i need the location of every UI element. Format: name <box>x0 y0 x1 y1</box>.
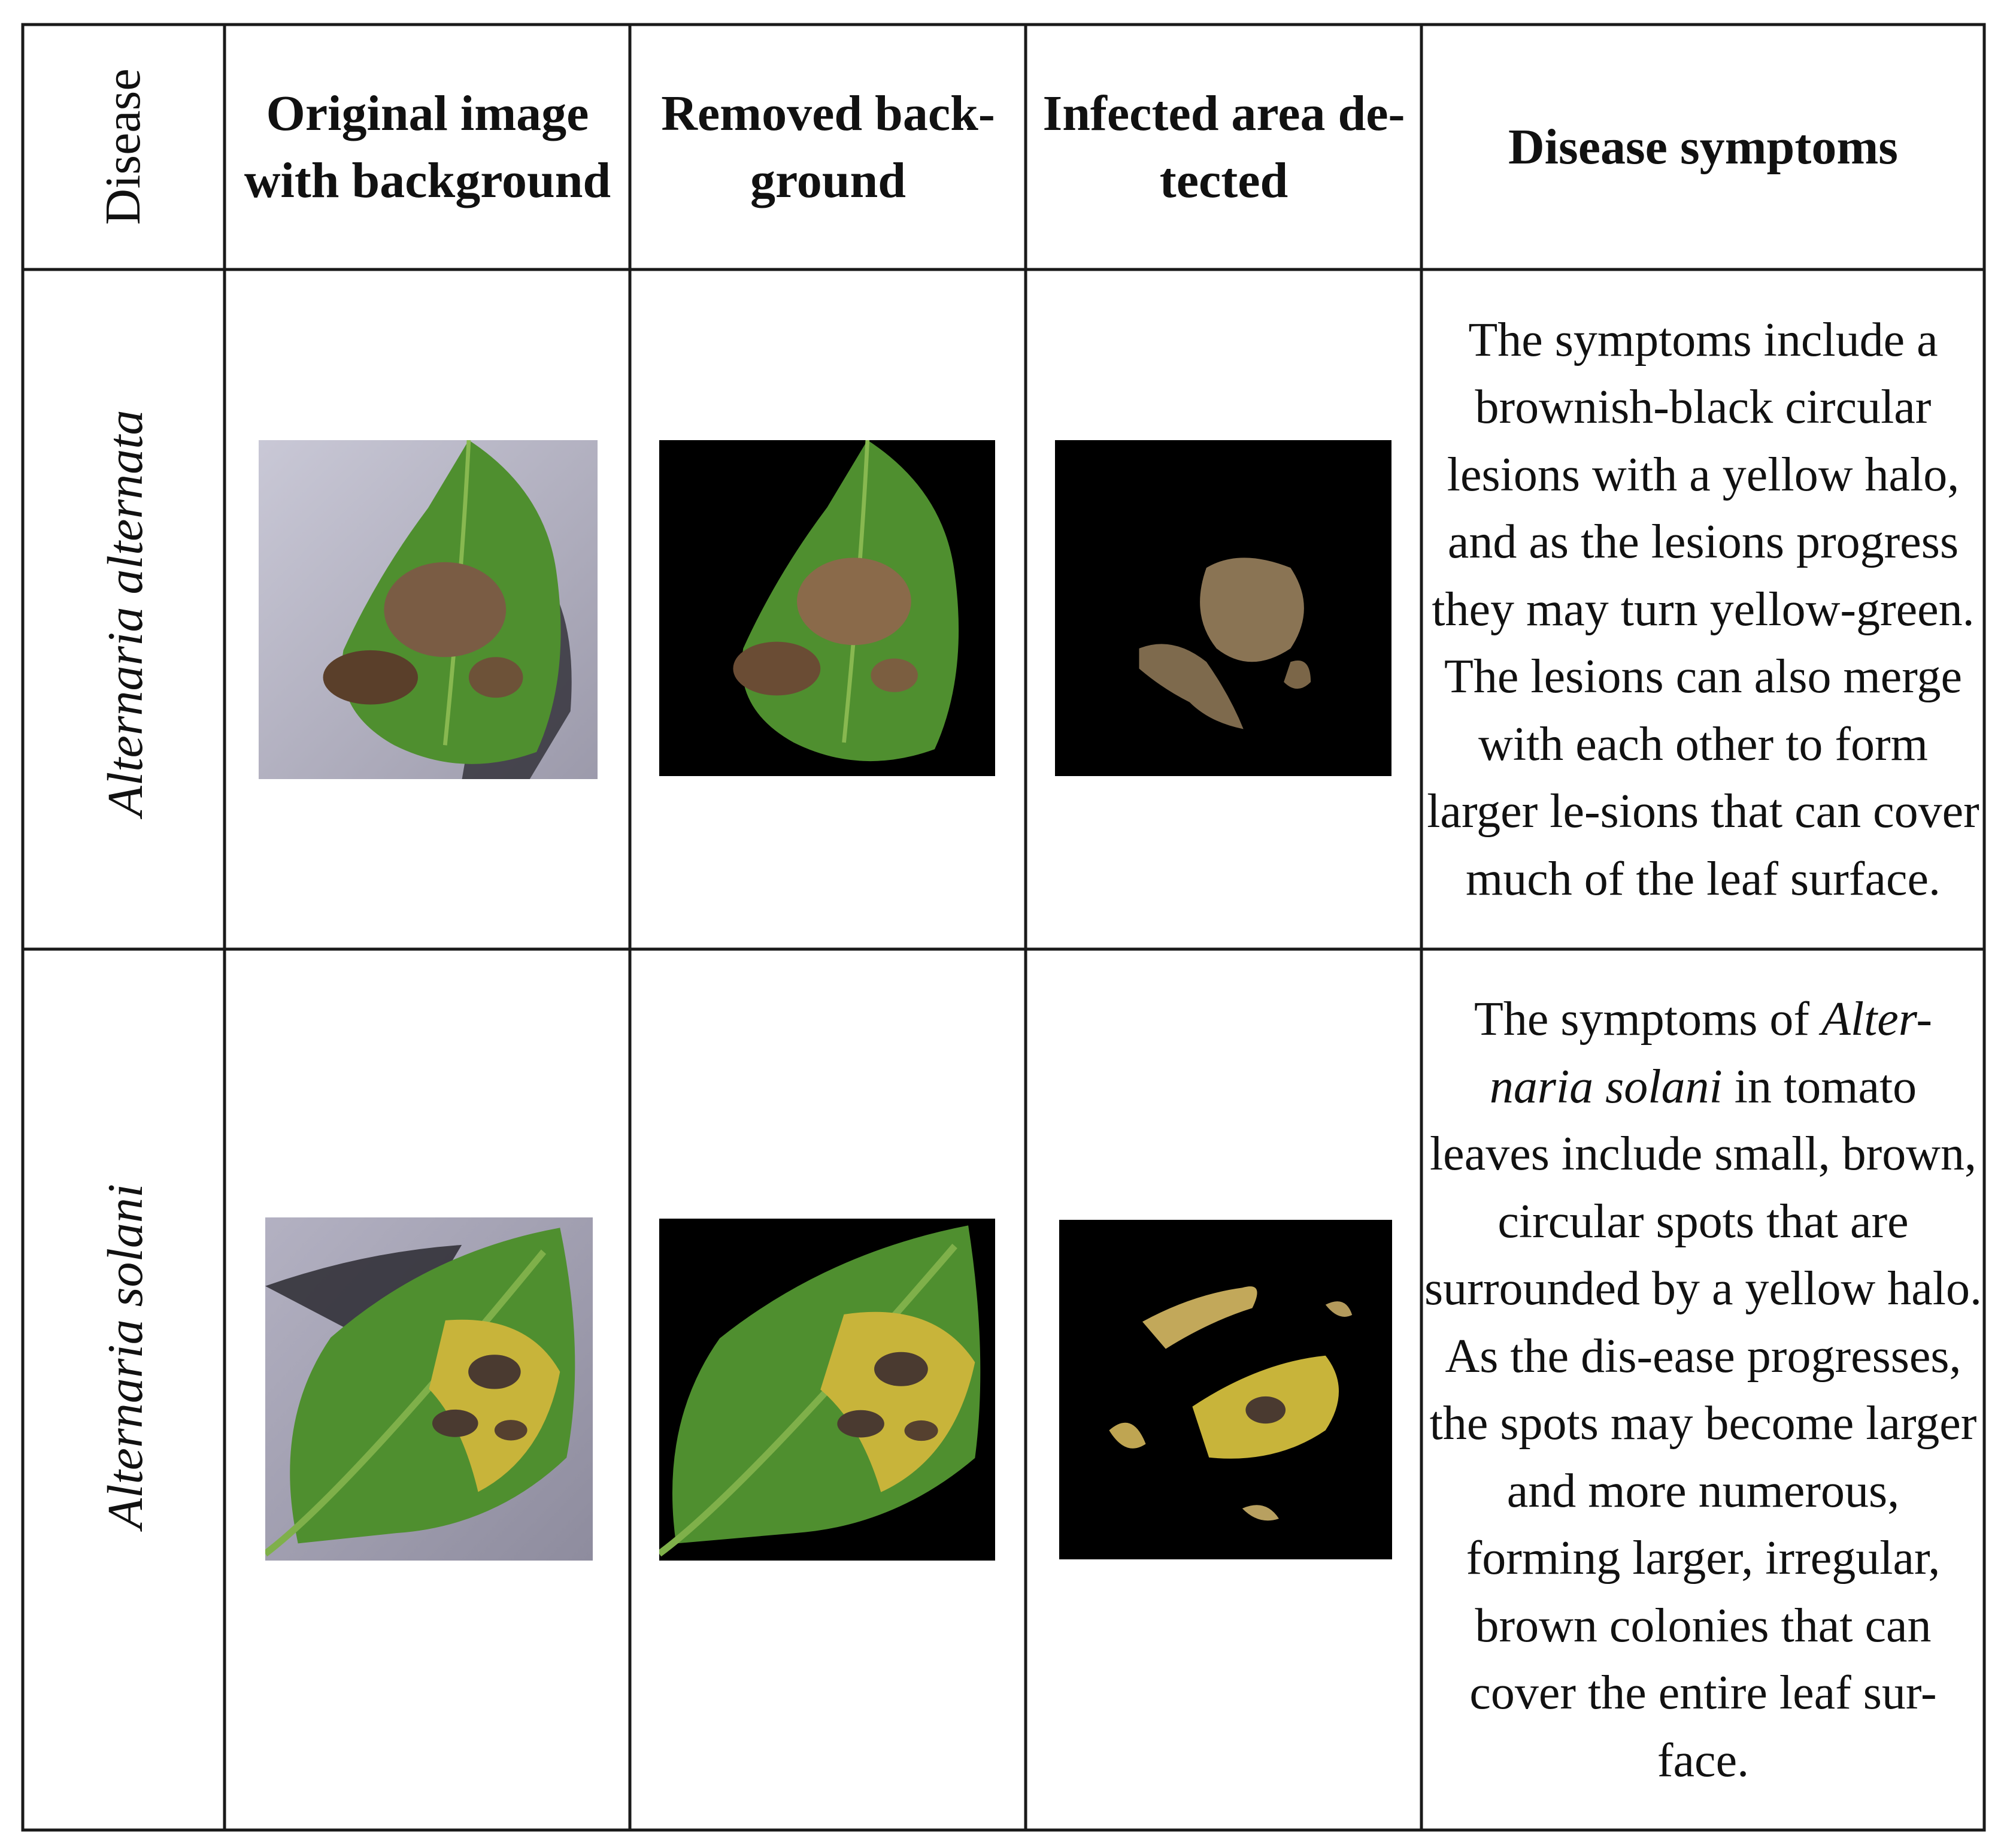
symptoms-cell-solani <box>1423 951 1983 1829</box>
header-infected-line2: tected <box>1159 153 1289 208</box>
symptoms-text-solani <box>1423 986 1983 1794</box>
header-original-image <box>226 26 629 268</box>
symptoms-text-solani-part2: in tomato leaves include small, brown, circular spots that are surrounded by a yellow halo. As the dis-ease progresses, the spots may become larger and more numerous, forming larger, irregular, brown colonies that can cover the entire leaf sur-face. <box>1424 1060 1982 1787</box>
symptoms-cell-alternata <box>1423 271 1983 948</box>
removed-background-solani <box>659 1219 995 1561</box>
header-original-line2: with background <box>244 153 611 208</box>
header-infected-line1: Infected area de- <box>1042 86 1405 141</box>
original-image-solani <box>265 1217 593 1561</box>
header-disease: Disease <box>95 68 151 225</box>
symptoms-text-solani-part1: The symptoms of <box>1474 993 1821 1046</box>
header-removed-line2: ground <box>750 153 906 208</box>
header-disease-symptoms <box>1423 26 1983 268</box>
header-removed-background <box>632 26 1024 268</box>
header-original-line1: Original image <box>266 86 589 141</box>
header-symptoms-label: Disease symptoms <box>1508 119 1898 175</box>
infected-area-solani <box>1059 1220 1392 1559</box>
infected-area-alternata <box>1055 440 1391 776</box>
symptoms-text-solani-species: Alter-naria solani <box>1489 993 1932 1113</box>
header-removed-line1: Removed back- <box>661 86 995 141</box>
row-disease-name: Alternaria alternata <box>98 410 153 817</box>
header-infected-area <box>1027 26 1420 268</box>
row-disease-name: Alternaria solani <box>98 1183 153 1529</box>
original-image-alternata <box>259 440 598 779</box>
symptoms-text-alternata: The symptoms include a brownish-black circular lesions with a yellow halo, and as the lesions progress they may turn yellow-green. The lesions can also merge with each other to form larger le-sions that can cover much of the leaf surface. <box>1427 313 1979 905</box>
removed-background-alternata <box>659 440 995 776</box>
